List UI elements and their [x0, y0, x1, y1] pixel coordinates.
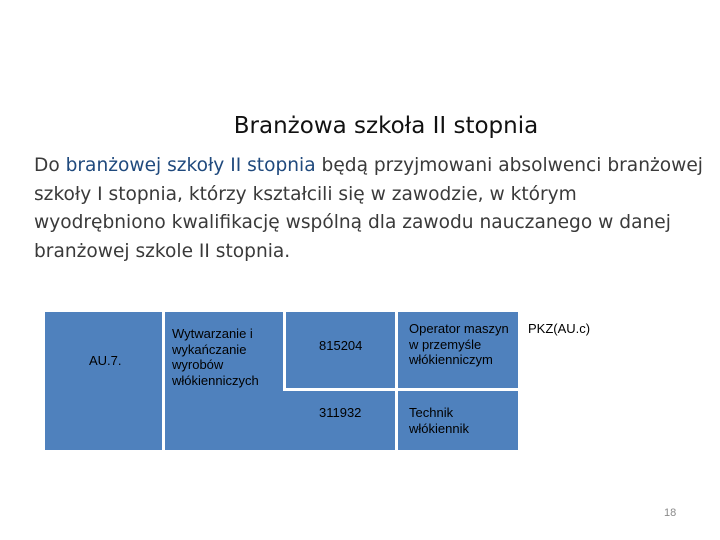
- occupation-code: 815204: [319, 338, 363, 353]
- qualification-code: AU.7.: [89, 353, 122, 368]
- table-divider: [518, 312, 521, 450]
- table-divider: [395, 312, 398, 450]
- occupation-name: Operator maszyn w przemyśle włókienniczym: [409, 321, 509, 367]
- qualification-name: Wytwarzanie i wykańczanie wyrobów włókienniczych: [172, 326, 259, 388]
- table-row-divider: [283, 388, 521, 391]
- table-divider: [283, 312, 286, 390]
- intro-paragraph: [34, 152, 714, 266]
- paragraph-highlight: branżowej szkoły II stopnia: [65, 155, 316, 176]
- qualification-table: [45, 312, 521, 450]
- occupation-code: 311932: [319, 405, 362, 420]
- paragraph-rest: będą przyjmowani absolwenci branżowej szkoły I stopnia, którzy kształcili się w zawodzie, w którym wyodrębniono kwalifikację wspólną dla zawodu nauczanego w danej branżowej szkole II stopnia.: [34, 155, 703, 262]
- table-divider: [162, 312, 165, 450]
- slide-title: Branżowa szkoła II stopnia: [233, 113, 539, 139]
- occupation-name: Technik włókiennik: [409, 405, 469, 436]
- common-qualification: PKZ(AU.c): [528, 321, 591, 336]
- paragraph-prefix: Do: [34, 155, 66, 176]
- page-number: 18: [664, 507, 677, 519]
